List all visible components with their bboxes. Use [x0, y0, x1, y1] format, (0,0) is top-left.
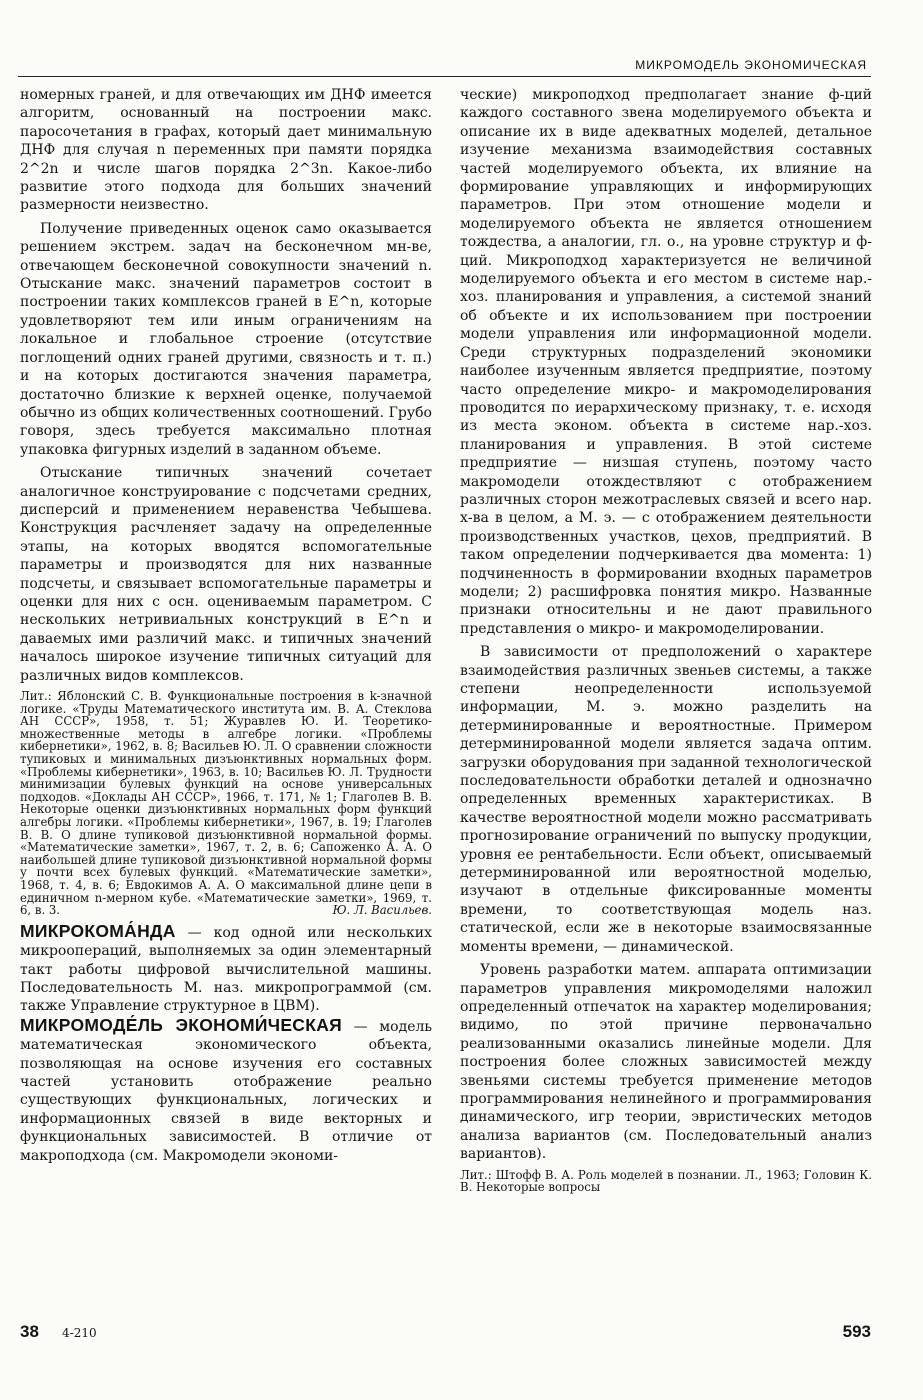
page-number-left: 38: [20, 1322, 39, 1341]
page-number-right: 593: [842, 1322, 871, 1341]
entry-title: МИКРОКОМА́НДА: [20, 920, 176, 941]
header-rule: [18, 76, 871, 77]
right-column: [460, 86, 872, 1194]
paragraph: Отыскание типичных значений сочетает аналогичное конструирование с подсчетами средних, дисперсий и применением неравенства Чебышева. Конструкция расчленяет задачу на определенные этапы, на которых вводятся вспомогательные параметры и производятся для них названные подсчеты, и связывает вспомогательные параметры и оценки для них с осн. оцениваемым параметром. С нескольких нетривиальных конструкций в E^n и даваемых ими различий макс. и типичных значений началось широкое изучение типичных ситуаций для различных видов комплексов.: [20, 465, 432, 684]
entry-text: — модель математическая экономического объекта, позволяющая на основе изучения его составных частей установить отображение реально существующих функциональных, логических и информационных связей в виде векторных и функциональных зависимостей. В отличие от макроподхода (см. Макромодели экономи-: [20, 1018, 432, 1164]
entry-title: МИКРОМОДЕ́ЛЬ ЭКОНОМИ́ЧЕСКАЯ: [20, 1014, 343, 1035]
paragraph: В зависимости от предположений о характере взаимодействия различных звеньев системы, а также степени неопределенности используемой информации, М. э. можно разделить на детерминированные и вероятностные. Примером детерминированной модели является задача оптим. загрузки оборудования при заданной технологической последовательности обработки деталей и однозначно определенных временных характеристиках. В качестве вероятностной модели можно рассматривать прогнозирование ограничений по выпуску продукции, уровня ее рентабельности. Если объект, описываемый детерминированной или вероятностной моделью, изучают в отдельные фиксированные моменты времени, то соответствующая модель наз. статической, если же в некоторые взаимосвязанные моменты времени, — динамической.: [460, 644, 872, 955]
entry-mikrokomanda: [20, 922, 432, 1016]
signature-mark: 4-210: [62, 1326, 97, 1340]
running-head: МИКРОМОДЕЛЬ ЭКОНОМИЧЕСКАЯ: [635, 58, 867, 72]
literature-block: Лит.: Штофф В. А. Роль моделей в познании. Л., 1963; Головин К. В. Некоторые вопросы: [460, 1167, 872, 1195]
entry-mikromodel: [20, 1016, 432, 1165]
paragraph: номерных граней, и для отвечающих им ДНФ имеется алгоритм, основанный на построении макс. паросочетания в графах, который дает минимальную ДНФ для случая n переменных при памяти порядка 2^2n и числе шагов порядка 2^3n. Какое-либо развитие этого подхода для больших значений размерности неизвестно.: [20, 87, 432, 214]
literature-block: [20, 690, 432, 917]
paragraph: Получение приведенных оценок само оказывается решением экстрем. задач на бесконечном мн-ве, отвечающем бесконечной совокупности значений n. Отыскание макс. значений параметров состоит в построении таких комплексов граней в E^n, которые удовлетворяют тем или иным ограничениям на локальное и глобальное строение (отсутствие поглощений одних граней другими, связность и т. п.) и на которых достигаются значения параметра, достаточно близкие к верхней оценке, получаемой обычно из общих количественных соотношений. Грубо говоря, здесь требуется максимально плотная упаковка фигурных изделий в заданном объеме.: [20, 220, 432, 458]
literature-text: Лит.: Яблонский С. В. Функциональные построения в k-значной логике. «Труды Математического института им. В. А. Стеклова АН СССР», 1958, т. 51; Журавлев Ю. И. Теоретико-множественные методы в алгебре логики. «Проблемы кибернетики», 1962, в. 8; Васильев Ю. Л. О сравнении сложности тупиковых и минимальных дизъюнктивных нормальных форм. «Проблемы кибернетики», 1963, в. 10; Васильев Ю. Л. Трудности минимизации булевых функций на основе универсальных подходов. «Доклады АН СССР», 1966, т. 171, № 1; Глаголев В. В. Некоторые оценки дизъюнктивных нормальных форм функций алгебры логики. «Проблемы кибернетики», 1967, в. 19; Глаголев В. В. О длине тупиковой дизъюнктивной нормальной формы. «Математические заметки», 1967, т. 2, в. 6; Сапоженко А. А. О наибольшей длине тупиковой дизъюнктивной нормальной формы у почти всех булевых функций. «Математические заметки», 1968, т. 4, в. 6; Евдокимов А. А. О максимальной длине цепи в единичном n-мерном кубе. «Математические заметки», 1969, т. 6, в. 3.: [20, 689, 432, 918]
left-column: [20, 86, 432, 1165]
paragraph: Уровень разработки матем. аппарата оптимизации параметров управления микромоделями наложил определенный отпечаток на характер моделирования; видимо, по этой причине первоначально реализованными оказались линейные модели. Для построения более сложных зависимостей между звеньями системы требуется применение методов программирования нелинейного и программирования динамического, игр теории, эвристических методов анализа вариантов (см. Последовательный анализ вариантов).: [460, 962, 872, 1163]
author-signature: Ю. Л. Васильев.: [332, 903, 432, 918]
paragraph: ческие) микроподход предполагает знание ф-ций каждого составного звена моделируемого объекта и описание их в виде адекватных моделей, детальное изучение механизма взаимодействия составных частей моделируемого объекта, их влияние на формирование управляющих и информирующих параметров. При этом отношение модели и моделируемого объекта не является отношением тождества, а аналогии, гл. о., на уровне структур и ф-ций. Микроподход характеризуется не величиной моделируемого объекта и его местом в системе нар.-хоз. планирования и управления, а системой знаний об объекте и их использованием при построении модели управления или информационной модели. Среди структурных подразделений экономики наиболее изученным является предприятие, поэтому часто определение микро- и макромоделирования проводится по иерархическому признаку, т. е. исходя из места эконом. объекта в системе нар.-хоз. планирования и управления. В этой системе предприятие — низшая ступень, поэтому часто макромодели отождествляют с отображением различных сторон межотраслевых связей и всего нар. х-ва в целом, а М. э. — с отображением деятельности производственных участков, цехов, предприятий. В таком определении подчеркивается два момента: 1) подчиненность в формировании входных параметров модели; 2) расшифровка понятия микро. Названные признаки относительны и не дают правильного представления о микро- и макромоделировании.: [460, 87, 872, 637]
entry-text: — код одной или нескольких микроопераций, выполняемых за один элементарный такт работы цифровой вычислительной машины. Последовательность М. наз. микропрограммой (см. также Управление структурное в ЦВМ).: [20, 924, 432, 1015]
